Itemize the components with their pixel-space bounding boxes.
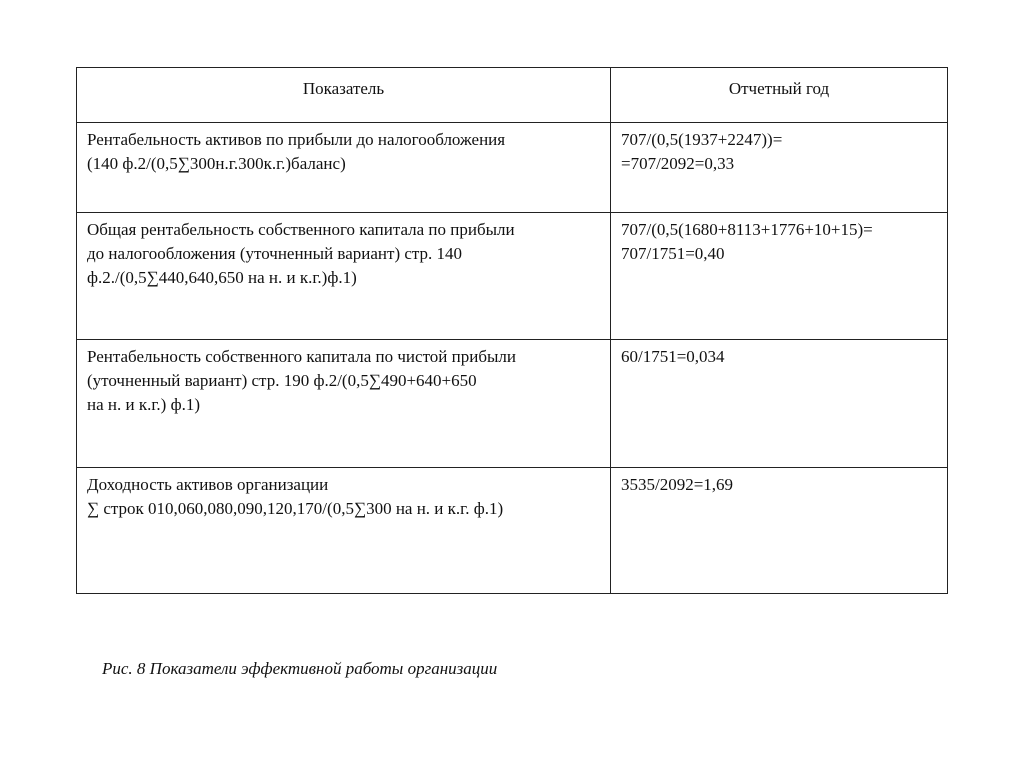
indicator-text (87, 128, 602, 176)
value-line: 707/(0,5(1937+2247))= (621, 130, 783, 150)
header-reporting-year: Отчетный год (611, 68, 948, 123)
value-line: 60/1751=0,034 (621, 347, 725, 367)
table-row (77, 467, 948, 593)
indicator-text (87, 218, 602, 290)
value-cell (611, 123, 948, 213)
indicator-line: до налогообложения (уточненный вариант) стр. 140 (87, 244, 463, 264)
header-indicator: Показатель (77, 68, 611, 123)
value-line: 3535/2092=1,69 (621, 474, 734, 494)
value-line: =707/2092=0,33 (621, 154, 735, 174)
indicator-line: Рентабельность собственного капитала по чистой прибыли (87, 347, 516, 367)
indicators-table (76, 67, 948, 594)
indicator-line: (140 ф.2/(0,5∑300н.г.300к.г.)баланс) (87, 154, 346, 174)
indicator-text (87, 345, 602, 417)
table-row (77, 213, 948, 340)
value-line: 707/1751=0,40 (621, 244, 725, 264)
value-cell (611, 213, 948, 340)
value-cell (611, 340, 948, 467)
indicator-cell (77, 123, 611, 213)
indicator-cell (77, 467, 611, 593)
table-row (77, 123, 948, 213)
table-header-row (77, 68, 948, 123)
indicator-line: ∑ строк 010,060,080,090,120,170/(0,5∑300 на н. и к.г. ф.1) (87, 498, 504, 518)
value-line: 707/(0,5(1680+8113+1776+10+15)= (621, 220, 873, 240)
table-row (77, 340, 948, 467)
indicator-line: (уточненный вариант) стр. 190 ф.2/(0,5∑490+640+650 (87, 371, 477, 391)
indicator-line: ф.2./(0,5∑440,640,650 на н. и к.г.)ф.1) (87, 268, 357, 288)
indicator-line: Рентабельность активов по прибыли до налогообложения (87, 130, 506, 150)
figure-caption: Рис. 8 Показатели эффективной работы организации (102, 659, 498, 678)
indicator-cell (77, 340, 611, 467)
indicator-cell (77, 213, 611, 340)
value-cell (611, 467, 948, 593)
indicator-line: Доходность активов организации (87, 474, 329, 494)
indicator-line: Общая рентабельность собственного капитала по прибыли (87, 220, 515, 240)
indicator-line: на н. и к.г.) ф.1) (87, 395, 200, 415)
